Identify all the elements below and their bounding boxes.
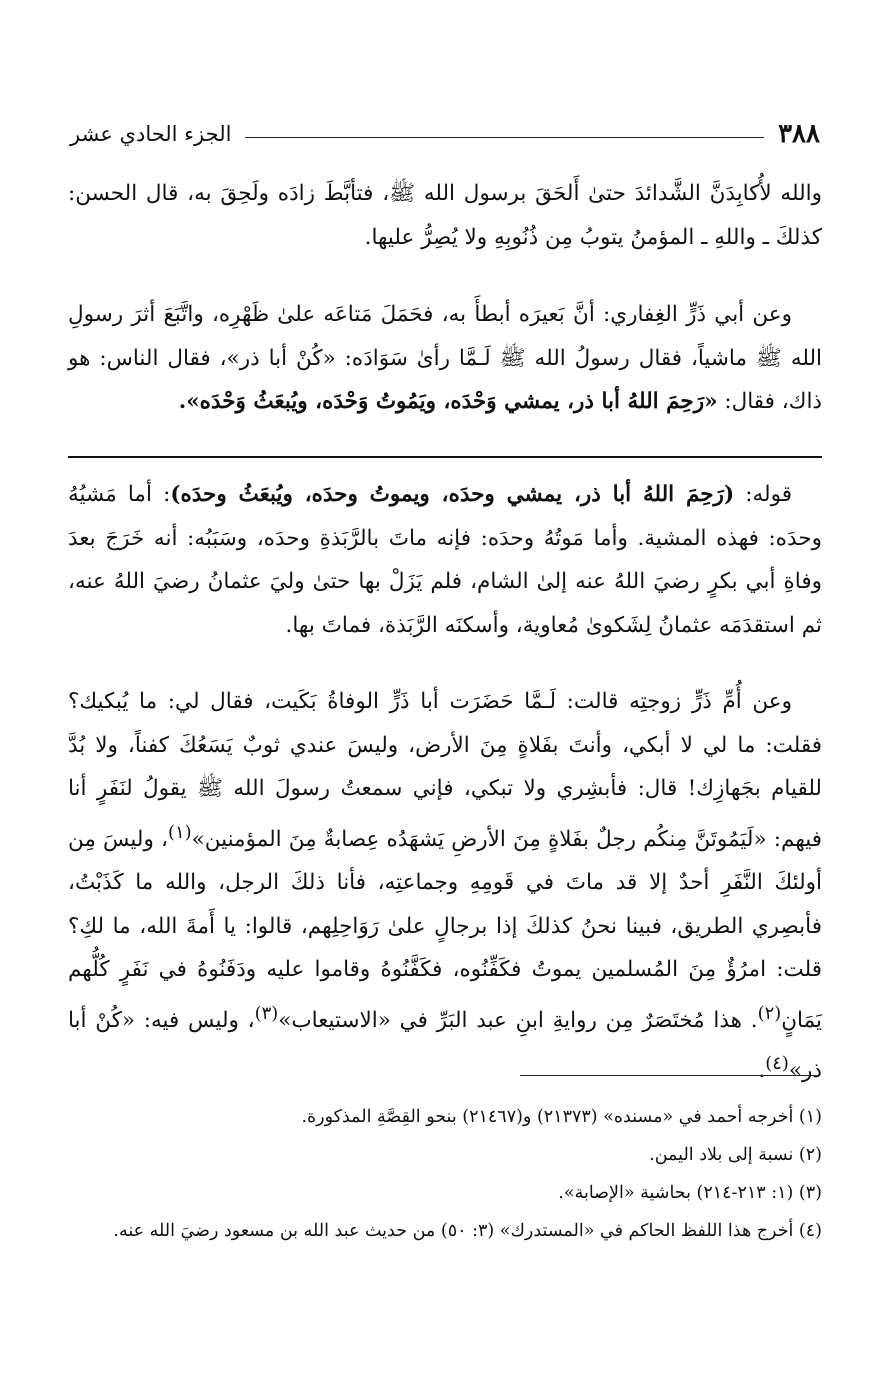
matn-text-1: والله لأُكابِدَنَّ الشَّدائدَ حتىٰ أَلحَقَ برسول الله ﷺ، فتأبَّطَ زادَه ولَحِقَ به، قال الحسن: كذلكَ ـ واللهِ ـ المؤمنُ يتوبُ مِن ذُنُوبِهِ ولا يُصِرُّ عليها.: [68, 181, 822, 250]
sharh-quoted-phrase: (رَحِمَ اللهُ أبا ذر، يمشي وحدَه، ويموتُ وحدَه، ويُبعَثُ وحدَه): [170, 482, 735, 507]
page-header: [70, 112, 820, 156]
sharh-text-2-c: . هذا مُختَصَرٌ مِن روايةِ ابنِ عبد البَرِّ في «الاستيعاب»: [278, 1007, 758, 1033]
matn-text-2: [68, 293, 822, 424]
matn-paragraph-1: [68, 172, 822, 259]
footnote-ref-3[interactable]: (٣): [254, 1002, 279, 1024]
sharh-text-2-e: .: [758, 1058, 766, 1084]
sharh-text-2-a: وعن أُمِّ ذَرٍّ زوجتِه قالت: لَـمَّا حَضَرَت أبا ذَرٍّ الوفاةُ بَكَيت، فقال لي: ما يُبكيك؟ فقلت: ما لي لا أبكي، وأنتَ بفَلاةٍ مِنَ الأرض، وليسَ عندي ثوبٌ يَسَعُكَ كفناً، ولا بُدَّ للقيام بجَهازِك! قال: فأبشِري ولا تبكي، فإني سمعتُ رسولَ الله ﷺ يقولُ لنَفَرٍ أنا فيهم: «لَيَمُوتَنَّ مِنكُم رجلٌ بفَلاةٍ مِنَ الأرضِ يَشهَدُه عِصابةٌ مِنَ المؤمنين»: [68, 689, 822, 852]
footnote-ref-1[interactable]: (١): [167, 821, 192, 843]
sharh-text-1: [68, 473, 822, 647]
header-rule: [245, 137, 764, 138]
matn-hadith-quote: «رَحِمَ اللهُ أبا ذر، يمشي وَحْدَه، ويَمُوتُ وَحْدَه، ويُبعَثُ وَحْدَه».: [178, 389, 718, 414]
sharh-text-1-rest: : أما مَشيُهُ وحدَه: فهذه المشية. وأما مَوتُهُ وحدَه: فإنه ماتَ بالرَّبَذةِ وحدَه، وسَبَبُه: أنه خَرَجَ بعدَ وفاةِ أبي بكرٍ رضيَ اللهُ عنه إلىٰ الشام، فلم يَزَلْ بها حتىٰ وليَ عثمانُ رضيَ اللهُ عنه، ثم استقدَمَه عثمانُ لِشَكوىٰ مُعاوية، وأسكنَه الرَّبَذة، فماتَ بها.: [68, 482, 822, 638]
footnote-ref-2[interactable]: (٢): [757, 1002, 782, 1024]
footnote-2: (٢) نسبة إلى بلاد اليمن.: [649, 1145, 822, 1165]
footnotes: [68, 1098, 822, 1250]
sharh-paragraph-2: [68, 680, 822, 1093]
matn-text-2-body: وعن أبي ذَرٍّ الغِفاري: أنَّ بَعيرَه أبطأَ به، فحَمَلَ مَتاعَه علىٰ ظَهْرِه، واتَّبَعَ أثرَ رسولِ الله ﷺ ماشياً، فقال رسولُ الله ﷺ لَـمَّا رأىٰ سَوَادَه: «كُنْ أبا ذر»، فقال الناس: هو ذاك، فقال:: [68, 302, 822, 414]
running-title: الجزء الحادي عشر: [70, 122, 232, 146]
footnote-3: (٣) (١: ٢١٣-٢١٤) بحاشية «الإصابة».: [558, 1183, 822, 1203]
sharh-text-2-d: ، وليس فيه: «كُنْ أبا ذر»: [68, 1007, 822, 1084]
sharh-lead: قوله:: [734, 482, 792, 507]
footnote-rule: [520, 1075, 820, 1076]
footnote-1: (١) أخرجه أحمد في «مسنده» (٢١٣٧٣) و(٢١٤٦٧) بنحو القِصَّةِ المذكورة.: [301, 1107, 822, 1127]
footnote-ref-4[interactable]: (٤): [765, 1053, 789, 1075]
sharh-text-2: [68, 680, 822, 1093]
sharh-text-2-b: ، وليسَ مِن أولئكَ النَّفَرِ أحدٌ إلا قد ماتَ في قَومِهِ وجماعتِه، فأنا ذلكَ الرجل، والله ما كَذَبْتُ، فأبصِري الطريق، فبينا نحنُ كذلكَ إذا برجالٍ علىٰ رَوَاحِلِهم، قالوا: يا أَمةَ الله، ما لكِ؟ قلت: امرُؤٌ مِنَ المُسلمين يموتُ فكَفِّنُوه، فكَفَّنُوهُ وقاموا عليه ودَفَنُوهُ في نَفَرٍ كُلُّهم يَمَانٍ: [68, 826, 822, 1033]
matn-sharh-separator: [68, 456, 822, 458]
matn-paragraph-2: [68, 293, 822, 424]
footnote-4: (٤) أخرج هذا اللفظ الحاكم في «المستدرك» (٣: ٥٠) من حديث عبد الله بن مسعود رضيَ الله عنه.: [113, 1221, 822, 1241]
sharh-paragraph-1: [68, 473, 822, 647]
page-number: ٣٨٨: [778, 119, 820, 149]
